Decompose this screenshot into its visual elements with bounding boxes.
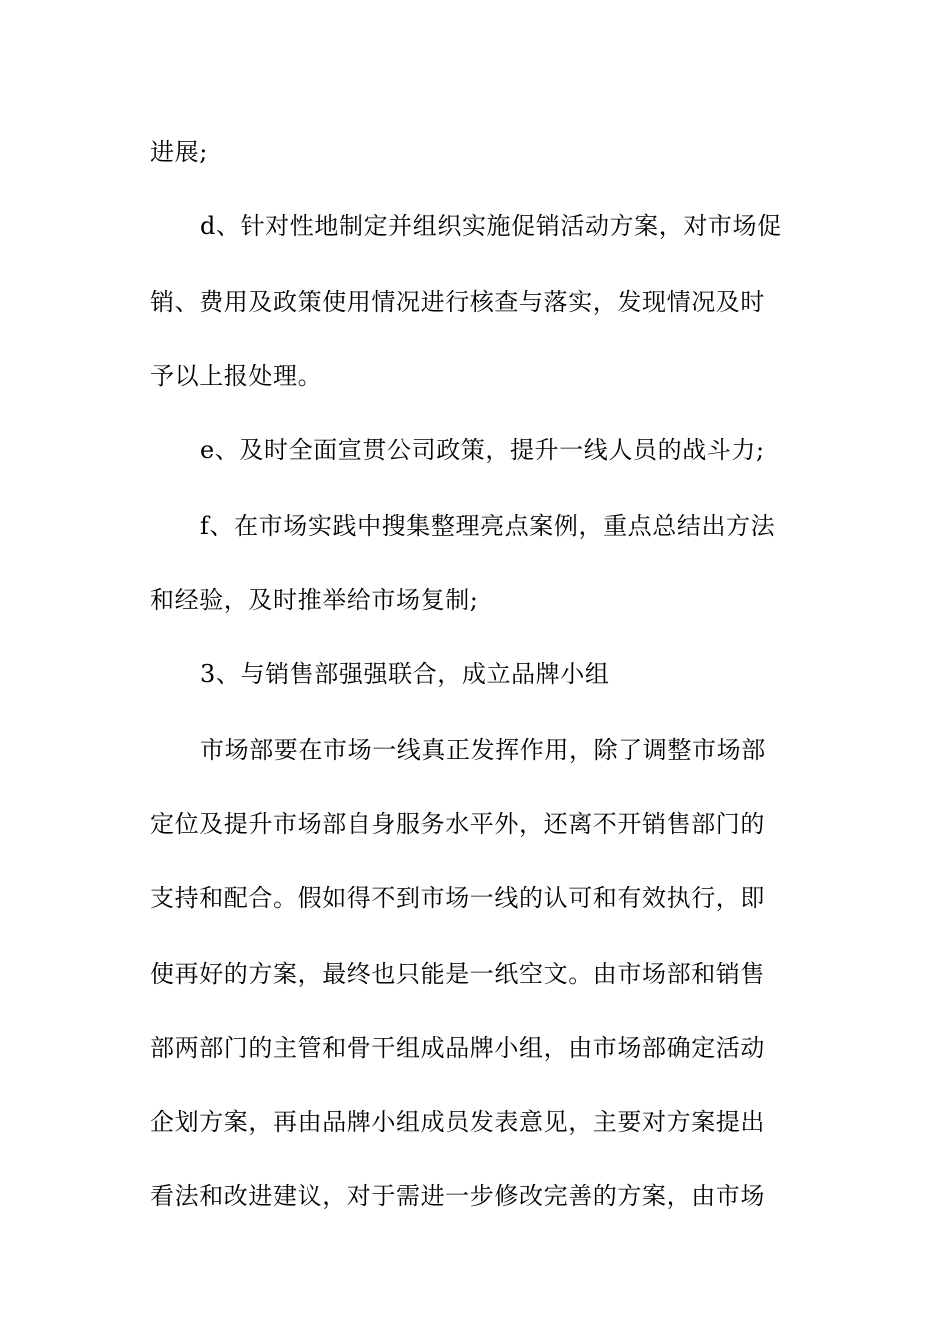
section-heading: 3、与销售部强强联合，成立品牌小组 [200,660,610,688]
text-line: 销、费用及政策使用情况进行核查与落实，发现情况及时 [150,288,765,316]
text-line: 使再好的方案，最终也只能是一纸空文。由市场部和销售 [150,960,765,988]
text-line: 企划方案，再由品牌小组成员发表意见，主要对方案提出 [150,1108,765,1136]
text-line: 市场部要在市场一线真正发挥作用，除了调整市场部 [200,736,766,764]
text-line: f、在市场实践中搜集整理亮点案例，重点总结出方法 [200,512,776,540]
text-line: 部两部门的主管和骨干组成品牌小组，由市场部确定活动 [150,1034,765,1062]
text-line: 看法和改进建议，对于需进一步修改完善的方案，由市场 [150,1182,765,1210]
text-line: d、针对性地制定并组织实施促销活动方案，对市场促 [200,212,782,240]
text-line: 支持和配合。假如得不到市场一线的认可和有效执行，即 [150,884,765,912]
text-line: 予以上报处理。 [150,362,323,390]
text-line: 进展; [150,138,208,166]
text-line: 和经验，及时推举给市场复制; [150,586,479,614]
text-line: e、及时全面宣贯公司政策，提升一线人员的战斗力; [200,436,765,464]
text-line: 定位及提升市场部自身服务水平外，还离不开销售部门的 [150,810,765,838]
